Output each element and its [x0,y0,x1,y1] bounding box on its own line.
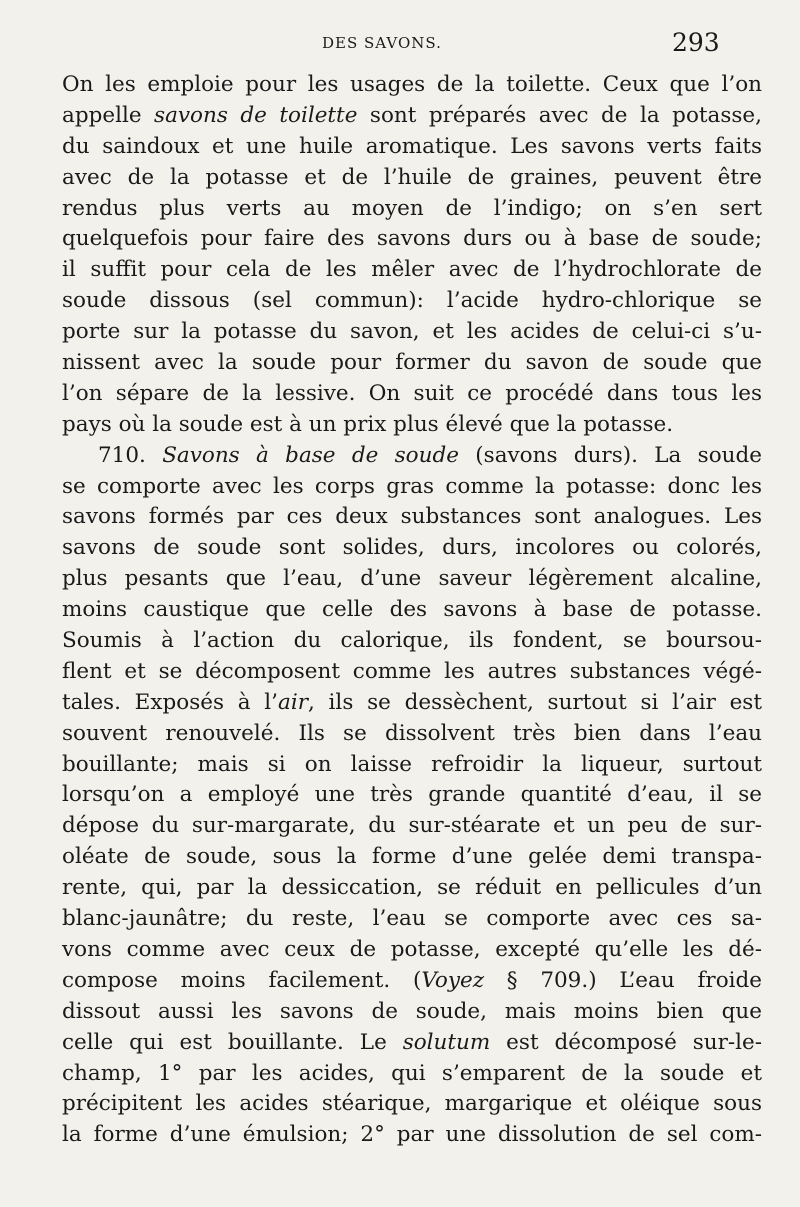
text-segment: appelle [62,102,155,128]
text-segment: celle qui est bouillante. Le [62,1029,403,1055]
text-line [62,194,762,225]
text-line [62,873,762,904]
text-line [62,595,762,626]
text-segment: soude dissous (sel commun): l’acide hydro-chlorique se [62,288,762,314]
page-number: 293 [672,28,720,57]
text-segment: avec de la potasse et de l’huile de graines, peuvent être [62,164,762,190]
text-segment: , ils se dessèchent, surtout si l’air est [307,689,762,715]
text-line [62,811,762,842]
text-line [62,533,762,564]
text-line [62,224,762,255]
text-segment: du saindoux et une huile aromatique. Les savons verts faits [62,133,762,159]
text-line [62,564,762,595]
text-segment: Soumis à l’action du calorique, ils fondent, se boursou- [62,628,762,654]
text-line [62,502,762,533]
text-line [62,1059,762,1090]
text-line [62,472,762,503]
italic-text: savons de toilette [154,102,358,128]
italic-text: air [278,689,308,715]
text-segment: sont préparés avec de la potasse, [357,102,762,128]
text-line [62,688,762,719]
text-segment: la forme d’une émulsion; 2° par une dissolution de sel com- [62,1122,762,1148]
text-segment: dissout aussi les savons de soude, mais moins bien que [62,998,762,1024]
text-segment: se comporte avec les corps gras comme la potasse: donc les [62,473,762,499]
text-line [62,101,762,132]
text-segment: 710. [98,442,163,468]
text-segment: plus pesants que l’eau, d’une saveur légèrement alcaline, [62,566,762,592]
italic-text: Savons à base de soude [162,442,459,468]
text-line [62,317,762,348]
text-segment: savons de soude sont solides, durs, incolores ou colorés, [62,535,762,561]
text-line [62,780,762,811]
text-line [62,904,762,935]
text-segment: (savons durs). La soude [458,442,762,468]
text-segment: bouillante; mais si on laisse refroidir la liqueur, surtout [62,751,762,777]
italic-text: solutum [402,1029,491,1055]
text-line [62,935,762,966]
text-segment: lorsqu’on a employé une très grande quantité d’eau, il se [62,782,762,808]
text-segment: dépose du sur-margarate, du sur-stéarate et un peu de sur- [62,813,762,839]
text-segment: quelquefois pour faire des savons durs ou à base de soude; [62,226,762,252]
text-segment: il suffit pour cela de les mêler avec de l’hydrochlorate de [62,257,762,283]
text-segment: souvent renouvelé. Ils se dissolvent très bien dans l’eau [62,720,762,746]
text-line [62,1089,762,1120]
text-line [62,286,762,317]
text-segment: flent et se décomposent comme les autres substances végé- [62,658,762,684]
text-segment: champ, 1° par les acides, qui s’emparent de la soude et [62,1060,762,1086]
running-head: DES SAVONS. [322,34,442,52]
text-line [62,163,762,194]
text-line [62,626,762,657]
text-segment: précipitent les acides stéarique, margarique et oléique sous [62,1091,762,1117]
text-segment: rente, qui, par la dessiccation, se réduit en pellicules d’un [62,875,762,901]
text-segment: moins caustique que celle des savons à base de potasse. [62,597,762,623]
text-line [62,379,762,410]
text-line [62,441,762,472]
text-line [62,132,762,163]
text-segment: tales. Exposés à l’ [62,689,278,715]
italic-text: Voyez [421,967,485,993]
text-segment: vons comme avec ceux de potasse, excepté qu’elle les dé- [62,936,762,962]
text-segment: § 709.) L’eau froide [484,967,763,993]
text-line [62,997,762,1028]
text-line [62,70,762,101]
text-line [62,1120,762,1151]
text-line [62,657,762,688]
text-line [62,842,762,873]
text-segment: rendus plus verts au moyen de l’indigo; on s’en sert [62,195,762,221]
text-segment: pays où la soude est à un prix plus élevé que la potasse. [62,411,674,437]
text-line [62,719,762,750]
text-line [62,348,762,379]
text-segment: est décomposé sur-le- [490,1029,763,1055]
text-segment: l’on sépare de la lessive. On suit ce procédé dans tous les [62,380,762,406]
text-segment: compose moins facilement. ( [62,967,422,993]
text-line [62,1028,762,1059]
text-segment: nissent avec la soude pour former du savon de soude que [62,350,762,376]
text-segment: oléate de soude, sous la forme d’une gelée demi transpa- [62,844,762,870]
body-text [62,70,762,1151]
text-segment: porte sur la potasse du savon, et les acides de celui-ci s’u- [62,319,762,345]
text-segment: blanc-jaunâtre; du reste, l’eau se comporte avec ces sa- [62,906,762,932]
text-line [62,255,762,286]
text-segment: On les emploie pour les usages de la toilette. Ceux que l’on [62,72,762,97]
text-line [62,966,762,997]
text-line [62,750,762,781]
text-segment: savons formés par ces deux substances sont analogues. Les [62,504,762,530]
text-line [62,410,762,441]
